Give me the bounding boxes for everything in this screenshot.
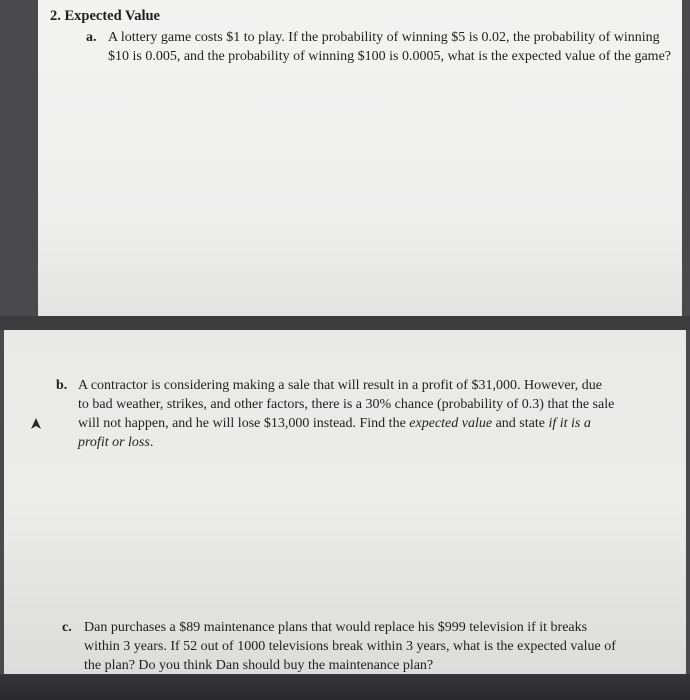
- question-c-text: Dan purchases a $89 maintenance plans that would replace his $999 television if it breaks within 3 years. If 52 out of 1000 televisions break within 3 years, what is the expected value of the plan? Do you think Dan should buy the maintenance plan?: [84, 620, 616, 673]
- worksheet-page-bottom: [4, 330, 686, 674]
- question-b-text-middle: and state: [492, 416, 549, 431]
- question-b-text: [78, 376, 616, 452]
- question-b-text-before: A contractor is considering making a sale that will result in a profit of $31,000. However, due to bad weather, strikes, and other factors, there is a 30% chance (probability of 0.3) that the sale will not happen, and he will lose $13,000 instead. Find the: [78, 378, 615, 431]
- question-a-text: A lottery game costs $1 to play. If the probability of winning $5 is 0.02, the probability of winning $10 is 0.005, and the probability of winning $100 is 0.0005, what is the expected value of the game?: [108, 30, 671, 64]
- desk-edge: [0, 674, 690, 700]
- section-title: 2. Expected Value: [50, 8, 160, 24]
- question-c-marker: c.: [62, 620, 72, 635]
- question-b: [56, 376, 616, 452]
- question-a-marker: a.: [86, 30, 97, 45]
- page-gap: [0, 316, 690, 330]
- worksheet-page-top: [38, 0, 682, 316]
- question-b-emphasis-profit-or-loss: if it is a profit or loss: [78, 416, 591, 450]
- question-a: [86, 28, 676, 66]
- question-b-text-after: .: [149, 435, 154, 450]
- question-b-marker: b.: [56, 378, 68, 393]
- question-b-emphasis-expected-value: expected value: [409, 416, 493, 431]
- mouse-pointer-icon: [30, 418, 42, 430]
- question-c: [62, 618, 622, 674]
